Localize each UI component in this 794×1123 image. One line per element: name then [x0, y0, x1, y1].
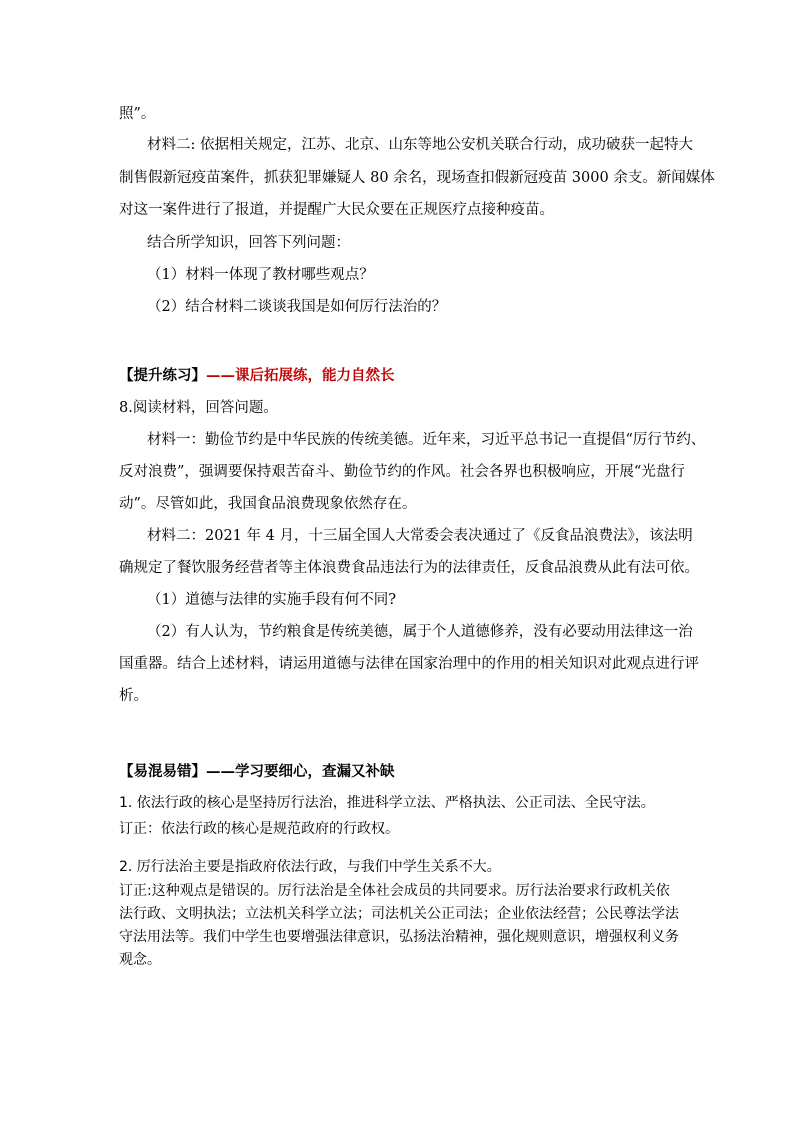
section-subtitle: ——课后拓展练，能力自然长: [206, 367, 395, 384]
question-8: 8.阅读材料，回答问题。: [119, 400, 278, 416]
material1-line: 反对浪费”，强调要保持艰苦奋斗、勤俭节约的作风。社会各界也积极响应，开展“光盘行: [119, 464, 685, 480]
material1-line: 动”。尽管如此，我国食品浪费现象依然存在。: [119, 496, 417, 512]
material1-line: 材料一：勤俭节约是中华民族的传统美德。近年来，习近平总书记一直提倡“厉行节约、: [147, 432, 706, 448]
material2-line: 材料二: 依据相关规定，江苏、北京、山东等地公安机关联合行动，成功破获一起特大: [147, 137, 693, 153]
text-line: 照”。: [119, 106, 156, 122]
section-bracket-title: 【易混易错】: [119, 763, 206, 780]
error-item-2-correction: 法行政、文明执法；立法机关科学立法；司法机关公正司法；企业依法经营；公民尊法学法: [119, 906, 679, 922]
error-item-2-correction: 订正:这种观点是错误的。厉行法治是全体社会成员的共同要求。厉行法治要求行政机关依: [119, 883, 670, 899]
material2-line: 确规定了餐饮服务经营者等主体浪费食品违法行为的法律责任，反食品浪费从此有法可依。: [119, 560, 699, 576]
error-item-2-correction: 守法用法等。我们中学生也要增强法律意识，弘扬法治精神，强化规则意识，增强权利义务: [119, 929, 679, 945]
error-item-1-correction: 订正：依法行政的核心是规范政府的行政权。: [119, 821, 399, 837]
material2-line: 材料二：2021 年 4 月，十三届全国人大常委会表决通过了《反食品浪费法》，该法明: [147, 528, 693, 544]
sub-question-2-line: （2）有人认为，节约粮食是传统美德，属于个人道德修养，没有必要动用法律这一治: [147, 624, 693, 640]
error-item-2-correction: 观念。: [119, 952, 161, 968]
instruction-prompt: 结合所学知识，回答下列问题：: [147, 235, 350, 251]
material2-line: 制售假新冠疫苗案件，抓获犯罪嫌疑人 80 余名，现场查扣假新冠疫苗 3000 余支。新闻媒体: [119, 170, 715, 186]
sub-question-2-line: 国重器。结合上述材料，请运用道德与法律在国家治理中的作用的相关知识对此观点进行评: [119, 656, 699, 672]
section-subtitle: ——学习要细心，查漏又补缺: [206, 763, 395, 780]
sub-question-1: （1）道德与法律的实施手段有何不同?: [147, 592, 396, 608]
section-heading-errors: [119, 760, 395, 781]
material2-line: 对这一案件进行了报道，并提醒广大民众要在正规医疗点接种疫苗。: [119, 202, 554, 218]
error-item-1: 1. 依法行政的核心是坚持厉行法治，推进科学立法、严格执法、公正司法、全民守法。: [119, 795, 655, 811]
question-2: （2）结合材料二谈谈我国是如何厉行法治的？: [147, 299, 447, 315]
question-1: （1）材料一体现了教材哪些观点？: [147, 267, 374, 283]
error-item-2: 2. 厉行法治主要是指政府依法行政，与我们中学生关系不大。: [119, 859, 501, 875]
sub-question-2-line: 析。: [119, 688, 148, 704]
section-heading-upgrade: [119, 364, 395, 385]
section-bracket-title: 【提升练习】: [119, 367, 206, 384]
